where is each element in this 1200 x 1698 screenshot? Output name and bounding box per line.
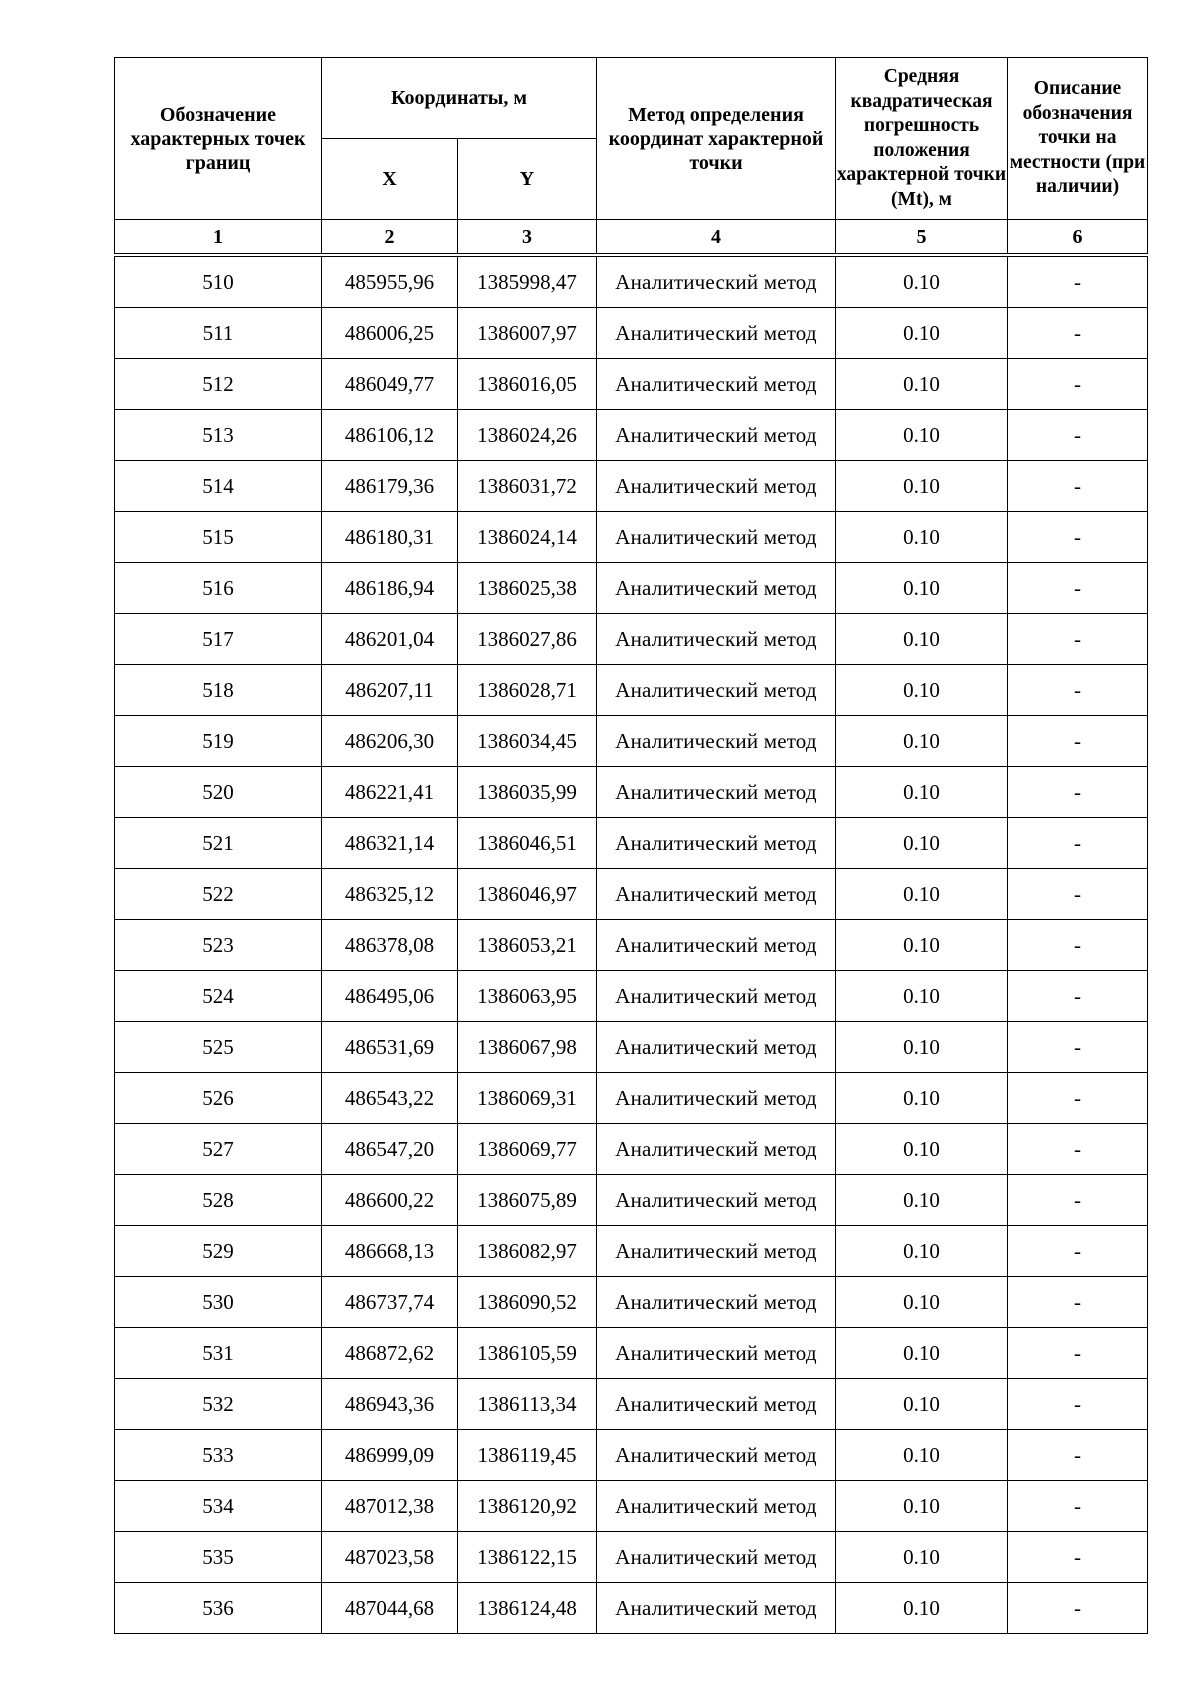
- cell-mt: 0.10: [836, 716, 1008, 767]
- cell-x: 487023,58: [322, 1532, 458, 1583]
- table-row: [115, 869, 1148, 920]
- cell-point: 514: [115, 461, 322, 512]
- cell-mt: 0.10: [836, 818, 1008, 869]
- cell-method: Аналитический метод: [597, 1328, 836, 1379]
- cell-x: 485955,96: [322, 257, 458, 308]
- cell-x: 486872,62: [322, 1328, 458, 1379]
- cell-x: 486531,69: [322, 1022, 458, 1073]
- table-row: [115, 461, 1148, 512]
- cell-x: 486737,74: [322, 1277, 458, 1328]
- cell-y: 1386069,77: [458, 1124, 597, 1175]
- cell-y: 1386007,97: [458, 308, 597, 359]
- cell-x: 487044,68: [322, 1583, 458, 1634]
- table-row: [115, 1022, 1148, 1073]
- cell-mt: 0.10: [836, 512, 1008, 563]
- cell-description: -: [1008, 257, 1148, 308]
- cell-point: 525: [115, 1022, 322, 1073]
- cell-y: 1386016,05: [458, 359, 597, 410]
- cell-point: 523: [115, 920, 322, 971]
- cell-y: 1386025,38: [458, 563, 597, 614]
- cell-method: Аналитический метод: [597, 614, 836, 665]
- cell-x: 486668,13: [322, 1226, 458, 1277]
- cell-method: Аналитический метод: [597, 512, 836, 563]
- cell-method: Аналитический метод: [597, 308, 836, 359]
- cell-mt: 0.10: [836, 1583, 1008, 1634]
- cell-y: 1386046,97: [458, 869, 597, 920]
- cell-point: 512: [115, 359, 322, 410]
- cell-y: 1386063,95: [458, 971, 597, 1022]
- cell-method: Аналитический метод: [597, 1124, 836, 1175]
- cell-description: -: [1008, 1583, 1148, 1634]
- cell-point: 521: [115, 818, 322, 869]
- cell-x: 486547,20: [322, 1124, 458, 1175]
- cell-y: 1386067,98: [458, 1022, 597, 1073]
- cell-method: Аналитический метод: [597, 716, 836, 767]
- cell-y: 1386075,89: [458, 1175, 597, 1226]
- cell-x: 486321,14: [322, 818, 458, 869]
- cell-y: 1386024,14: [458, 512, 597, 563]
- cell-description: -: [1008, 869, 1148, 920]
- cell-mt: 0.10: [836, 257, 1008, 308]
- cell-point: 536: [115, 1583, 322, 1634]
- cell-description: -: [1008, 614, 1148, 665]
- cell-method: Аналитический метод: [597, 1277, 836, 1328]
- table-row: [115, 920, 1148, 971]
- cell-point: 520: [115, 767, 322, 818]
- cell-method: Аналитический метод: [597, 1481, 836, 1532]
- cell-y: 1385998,47: [458, 257, 597, 308]
- cell-y: 1386046,51: [458, 818, 597, 869]
- cell-description: -: [1008, 1532, 1148, 1583]
- table-header: [114, 57, 1148, 254]
- cell-y: 1386120,92: [458, 1481, 597, 1532]
- cell-method: Аналитический метод: [597, 1022, 836, 1073]
- table-row: [115, 716, 1148, 767]
- column-number-6: 6: [1008, 220, 1148, 254]
- cell-description: -: [1008, 716, 1148, 767]
- cell-mt: 0.10: [836, 1124, 1008, 1175]
- cell-x: 486325,12: [322, 869, 458, 920]
- cell-mt: 0.10: [836, 1532, 1008, 1583]
- cell-method: Аналитический метод: [597, 1379, 836, 1430]
- cell-description: -: [1008, 818, 1148, 869]
- table-row: [115, 1277, 1148, 1328]
- cell-method: Аналитический метод: [597, 1532, 836, 1583]
- cell-mt: 0.10: [836, 1328, 1008, 1379]
- cell-method: Аналитический метод: [597, 257, 836, 308]
- cell-description: -: [1008, 1226, 1148, 1277]
- cell-method: Аналитический метод: [597, 1073, 836, 1124]
- table-row: [115, 614, 1148, 665]
- table-row: [115, 1481, 1148, 1532]
- cell-point: 535: [115, 1532, 322, 1583]
- cell-x: 486495,06: [322, 971, 458, 1022]
- cell-x: 486186,94: [322, 563, 458, 614]
- cell-description: -: [1008, 461, 1148, 512]
- cell-mt: 0.10: [836, 767, 1008, 818]
- cell-description: -: [1008, 1481, 1148, 1532]
- cell-description: -: [1008, 1175, 1148, 1226]
- cell-y: 1386035,99: [458, 767, 597, 818]
- table-row: [115, 257, 1148, 308]
- cell-description: -: [1008, 971, 1148, 1022]
- coordinates-table: [114, 256, 1148, 1634]
- cell-description: -: [1008, 512, 1148, 563]
- table-row: [115, 1226, 1148, 1277]
- cell-x: 486207,11: [322, 665, 458, 716]
- cell-x: 486106,12: [322, 410, 458, 461]
- cell-point: 529: [115, 1226, 322, 1277]
- cell-y: 1386069,31: [458, 1073, 597, 1124]
- cell-mt: 0.10: [836, 1481, 1008, 1532]
- table-row: [115, 563, 1148, 614]
- cell-description: -: [1008, 767, 1148, 818]
- cell-method: Аналитический метод: [597, 563, 836, 614]
- cell-description: -: [1008, 1073, 1148, 1124]
- column-number-4: 4: [597, 220, 836, 254]
- cell-description: -: [1008, 1124, 1148, 1175]
- cell-y: 1386119,45: [458, 1430, 597, 1481]
- cell-point: 519: [115, 716, 322, 767]
- table-row: [115, 1583, 1148, 1634]
- cell-y: 1386053,21: [458, 920, 597, 971]
- table-row: [115, 767, 1148, 818]
- cell-point: 527: [115, 1124, 322, 1175]
- cell-point: 510: [115, 257, 322, 308]
- table-row: [115, 1328, 1148, 1379]
- table-row: [115, 359, 1148, 410]
- cell-mt: 0.10: [836, 614, 1008, 665]
- cell-method: Аналитический метод: [597, 920, 836, 971]
- header-y: Y: [458, 139, 597, 220]
- cell-point: 522: [115, 869, 322, 920]
- cell-x: 486206,30: [322, 716, 458, 767]
- cell-method: Аналитический метод: [597, 971, 836, 1022]
- cell-mt: 0.10: [836, 563, 1008, 614]
- cell-mt: 0.10: [836, 1379, 1008, 1430]
- table-row: [115, 818, 1148, 869]
- cell-y: 1386027,86: [458, 614, 597, 665]
- cell-method: Аналитический метод: [597, 1175, 836, 1226]
- header-method: Метод определения координат характерной точки: [597, 58, 836, 220]
- cell-x: 486179,36: [322, 461, 458, 512]
- cell-x: 486221,41: [322, 767, 458, 818]
- table-row: [115, 971, 1148, 1022]
- cell-y: 1386090,52: [458, 1277, 597, 1328]
- cell-point: 518: [115, 665, 322, 716]
- cell-x: 486049,77: [322, 359, 458, 410]
- table-row: [115, 512, 1148, 563]
- table-row: [115, 1379, 1148, 1430]
- cell-mt: 0.10: [836, 1022, 1008, 1073]
- column-number-1: 1: [115, 220, 322, 254]
- cell-description: -: [1008, 665, 1148, 716]
- cell-mt: 0.10: [836, 971, 1008, 1022]
- cell-description: -: [1008, 1277, 1148, 1328]
- header-coordinates: Координаты, м: [322, 58, 597, 139]
- cell-mt: 0.10: [836, 461, 1008, 512]
- cell-x: 486600,22: [322, 1175, 458, 1226]
- cell-x: 486180,31: [322, 512, 458, 563]
- cell-description: -: [1008, 1430, 1148, 1481]
- cell-mt: 0.10: [836, 1277, 1008, 1328]
- cell-point: 516: [115, 563, 322, 614]
- cell-x: 486201,04: [322, 614, 458, 665]
- table-row: [115, 1430, 1148, 1481]
- cell-point: 533: [115, 1430, 322, 1481]
- cell-method: Аналитический метод: [597, 1226, 836, 1277]
- header-x: X: [322, 139, 458, 220]
- cell-point: 528: [115, 1175, 322, 1226]
- cell-point: 531: [115, 1328, 322, 1379]
- table-row: [115, 665, 1148, 716]
- cell-y: 1386034,45: [458, 716, 597, 767]
- cell-method: Аналитический метод: [597, 359, 836, 410]
- table-row: [115, 1124, 1148, 1175]
- cell-y: 1386105,59: [458, 1328, 597, 1379]
- cell-y: 1386031,72: [458, 461, 597, 512]
- header-description: Описание обозначения точки на местности (при наличии): [1008, 58, 1148, 220]
- cell-y: 1386082,97: [458, 1226, 597, 1277]
- cell-method: Аналитический метод: [597, 767, 836, 818]
- cell-x: 486378,08: [322, 920, 458, 971]
- cell-y: 1386113,34: [458, 1379, 597, 1430]
- cell-point: 524: [115, 971, 322, 1022]
- cell-point: 532: [115, 1379, 322, 1430]
- column-number-5: 5: [836, 220, 1008, 254]
- cell-y: 1386024,26: [458, 410, 597, 461]
- table-row: [115, 308, 1148, 359]
- cell-description: -: [1008, 1022, 1148, 1073]
- cell-mt: 0.10: [836, 308, 1008, 359]
- cell-x: 486006,25: [322, 308, 458, 359]
- cell-mt: 0.10: [836, 410, 1008, 461]
- cell-x: 486543,22: [322, 1073, 458, 1124]
- cell-method: Аналитический метод: [597, 410, 836, 461]
- cell-x: 486943,36: [322, 1379, 458, 1430]
- cell-mt: 0.10: [836, 869, 1008, 920]
- cell-point: 534: [115, 1481, 322, 1532]
- cell-description: -: [1008, 308, 1148, 359]
- cell-point: 515: [115, 512, 322, 563]
- cell-x: 486999,09: [322, 1430, 458, 1481]
- table-row: [115, 1175, 1148, 1226]
- table-row: [115, 1073, 1148, 1124]
- cell-description: -: [1008, 920, 1148, 971]
- cell-description: -: [1008, 410, 1148, 461]
- cell-mt: 0.10: [836, 1226, 1008, 1277]
- cell-method: Аналитический метод: [597, 869, 836, 920]
- cell-method: Аналитический метод: [597, 461, 836, 512]
- cell-description: -: [1008, 1328, 1148, 1379]
- header-point-designation: Обозначение характерных точек границ: [115, 58, 322, 220]
- cell-mt: 0.10: [836, 665, 1008, 716]
- cell-method: Аналитический метод: [597, 1430, 836, 1481]
- column-number-2: 2: [322, 220, 458, 254]
- cell-mt: 0.10: [836, 1073, 1008, 1124]
- cell-point: 530: [115, 1277, 322, 1328]
- cell-description: -: [1008, 359, 1148, 410]
- cell-point: 511: [115, 308, 322, 359]
- cell-mt: 0.10: [836, 1430, 1008, 1481]
- column-number-3: 3: [458, 220, 597, 254]
- cell-mt: 0.10: [836, 359, 1008, 410]
- cell-x: 487012,38: [322, 1481, 458, 1532]
- cell-description: -: [1008, 1379, 1148, 1430]
- cell-mt: 0.10: [836, 1175, 1008, 1226]
- cell-point: 517: [115, 614, 322, 665]
- cell-point: 513: [115, 410, 322, 461]
- cell-y: 1386028,71: [458, 665, 597, 716]
- cell-method: Аналитический метод: [597, 1583, 836, 1634]
- cell-y: 1386122,15: [458, 1532, 597, 1583]
- cell-mt: 0.10: [836, 920, 1008, 971]
- cell-point: 526: [115, 1073, 322, 1124]
- table-row: [115, 410, 1148, 461]
- table-row: [115, 1532, 1148, 1583]
- cell-method: Аналитический метод: [597, 665, 836, 716]
- cell-y: 1386124,48: [458, 1583, 597, 1634]
- cell-description: -: [1008, 563, 1148, 614]
- header-mean-square-error: Средняя квадратическая погрешность положения характерной точки (Mt), м: [836, 58, 1008, 220]
- cell-method: Аналитический метод: [597, 818, 836, 869]
